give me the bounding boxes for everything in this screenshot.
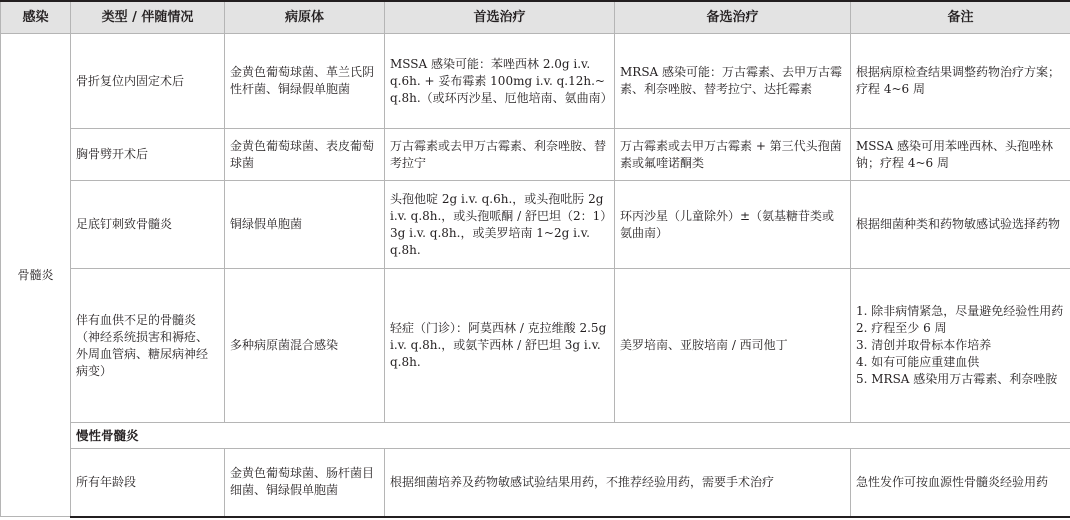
header-pathogen: 病原体 xyxy=(225,1,385,34)
note-cell: 根据细菌种类和药物敏感试验选择药物 xyxy=(851,181,1070,269)
type-cell: 伴有血供不足的骨髓炎（神经系统损害和褥疮、外周血管病、糖尿病神经病变） xyxy=(71,269,225,423)
alternative-cell: MRSA 感染可能：万古霉素、去甲万古霉素、利奈唑胺、替考拉宁、达托霉素 xyxy=(615,34,851,129)
table-row xyxy=(1,181,1070,269)
header-type: 类型 / 伴随情况 xyxy=(71,1,225,34)
first-choice-cell: 万古霉素或去甲万古霉素、利奈唑胺、替考拉宁 xyxy=(385,129,615,181)
table-row xyxy=(1,129,1070,181)
type-cell: 足底钉刺致骨髓炎 xyxy=(71,181,225,269)
type-cell: 胸骨劈开术后 xyxy=(71,129,225,181)
note-item: 2. 疗程至少 6 周 xyxy=(856,321,947,335)
note-cell: MSSA 感染可用苯唑西林、头孢唑林钠；疗程 4~6 周 xyxy=(851,129,1070,181)
note-item: 4. 如有可能应重建血供 xyxy=(856,355,980,369)
infection-cell: 骨髓炎 xyxy=(1,34,71,517)
table-row xyxy=(1,449,1070,517)
section-subheader: 慢性骨髓炎 xyxy=(71,423,1070,449)
table-row xyxy=(1,269,1070,423)
alternative-cell: 美罗培南、亚胺培南 / 西司他丁 xyxy=(615,269,851,423)
note-list-cell xyxy=(851,269,1070,423)
note-cell: 根据病原检查结果调整药物治疗方案；疗程 4~6 周 xyxy=(851,34,1070,129)
note-item: 1. 除非病情紧急，尽量避免经验性用药 xyxy=(856,304,1064,318)
alternative-cell: 万古霉素或去甲万古霉素 + 第三代头孢菌素或氟喹诺酮类 xyxy=(615,129,851,181)
header-notes: 备注 xyxy=(851,1,1070,34)
subheader-row xyxy=(1,423,1070,449)
note-item: 5. MRSA 感染用万古霉素、利奈唑胺 xyxy=(856,372,1058,386)
note-item: 3. 清创并取骨标本作培养 xyxy=(856,338,992,352)
type-cell: 骨折复位内固定术后 xyxy=(71,34,225,129)
header-row xyxy=(1,1,1070,34)
note-cell: 急性发作可按血源性骨髓炎经验用药 xyxy=(851,449,1070,517)
table-row xyxy=(1,34,1070,129)
header-alternative: 备选治疗 xyxy=(615,1,851,34)
pathogen-cell: 金黄色葡萄球菌、表皮葡萄球菌 xyxy=(225,129,385,181)
type-cell: 所有年龄段 xyxy=(71,449,225,517)
header-first-choice: 首选治疗 xyxy=(385,1,615,34)
treatment-cell: 根据细菌培养及药物敏感试验结果用药，不推荐经验用药，需要手术治疗 xyxy=(385,449,851,517)
first-choice-cell: 轻症（门诊）：阿莫西林 / 克拉维酸 2.5g i.v. q.8h.，或氨苄西林 / 舒巴坦 3g i.v. q.8h. xyxy=(385,269,615,423)
header-infection: 感染 xyxy=(1,1,71,34)
pathogen-cell: 铜绿假单胞菌 xyxy=(225,181,385,269)
pathogen-cell: 金黄色葡萄球菌、革兰氏阴性杆菌、铜绿假单胞菌 xyxy=(225,34,385,129)
first-choice-cell: 头孢他啶 2g i.v. q.6h.，或头孢吡肟 2g i.v. q.8h.，或头孢哌酮 / 舒巴坦（2：1）3g i.v. q.8h.，或美罗培南 1~2g i.v. q.8h. xyxy=(385,181,615,269)
first-choice-cell: MSSA 感染可能：苯唑西林 2.0g i.v. q.6h. + 妥布霉素 100mg i.v. q.12h.~ q.8h.（或环丙沙星、厄他培南、氨曲南） xyxy=(385,34,615,129)
alternative-cell: 环丙沙星（儿童除外）±（氨基糖苷类或氨曲南） xyxy=(615,181,851,269)
pathogen-cell: 金黄色葡萄球菌、肠杆菌目细菌、铜绿假单胞菌 xyxy=(225,449,385,517)
pathogen-cell: 多种病原菌混合感染 xyxy=(225,269,385,423)
